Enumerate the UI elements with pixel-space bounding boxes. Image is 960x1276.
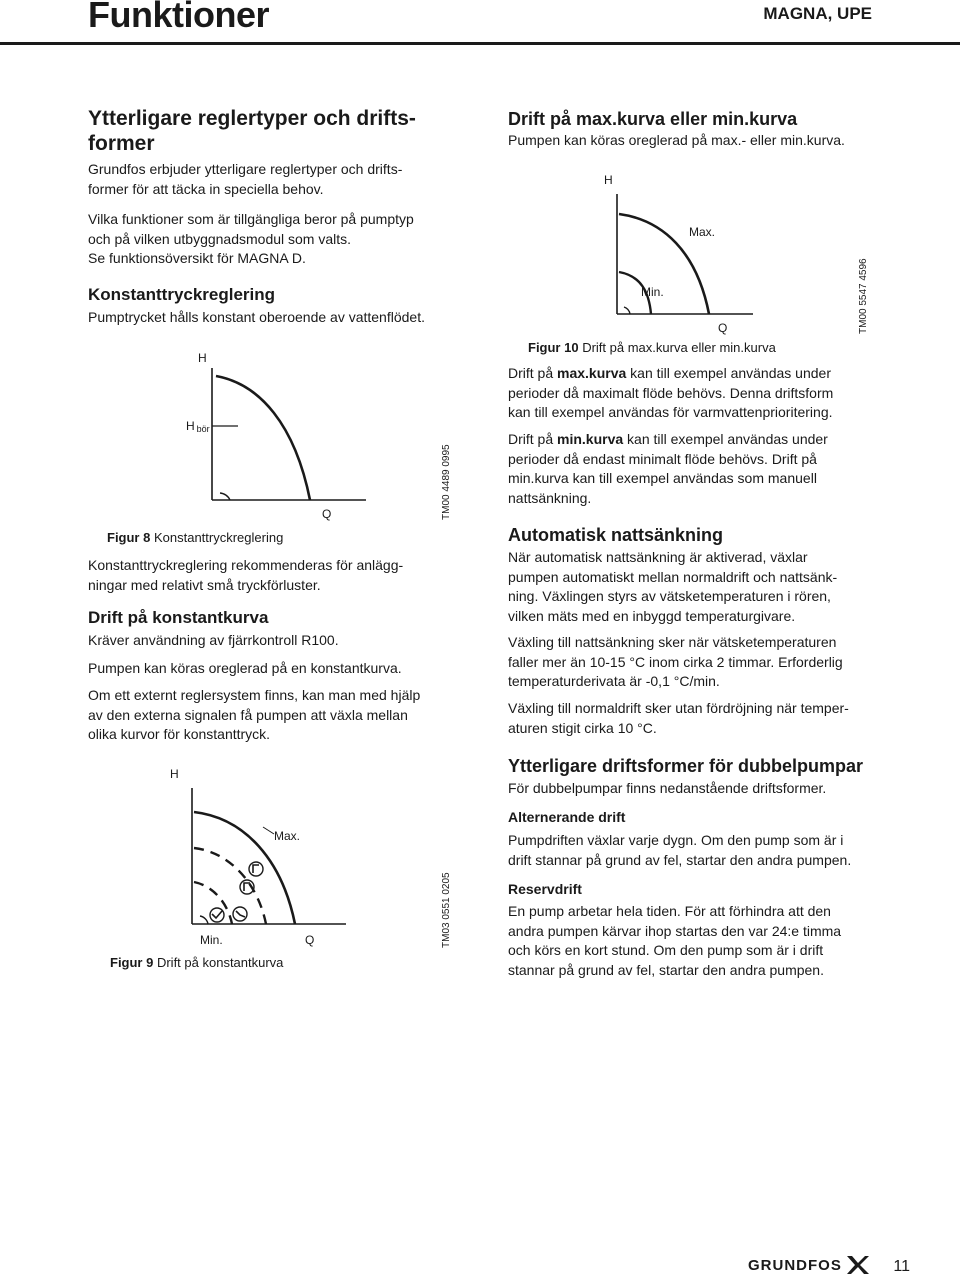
figure-10-diagram bbox=[585, 168, 765, 338]
origin-arc bbox=[624, 307, 630, 314]
maxmin-subtext: Pumpen kan köras oreglerad på max.- eller min.kurva. bbox=[508, 132, 845, 148]
min-rest: kan till exempel användas under perioder då endast minimalt flöde behövs. Drift på min.kurva kan till exempel användas som manuell nattsänkning. bbox=[508, 431, 828, 506]
konstantkurva-p3: Om ett externt reglersystem finns, kan man med hjälp av den externa signalen få pumpen att växla mellan olika kurvor för konstanttryck. bbox=[88, 687, 421, 742]
fig10-max-label: Max. bbox=[689, 225, 716, 239]
fig9-max-label: Max. bbox=[274, 829, 301, 843]
konstanttryck-heading: Konstanttryckreglering bbox=[88, 285, 276, 304]
figure-8-caption bbox=[107, 530, 283, 546]
dubbelpump-subtext: För dubbelpumpar finns nedanstående driftsformer. bbox=[508, 780, 827, 796]
operating-point-symbol-1 bbox=[210, 908, 224, 922]
header-rule bbox=[0, 42, 960, 45]
curve-origin-arc bbox=[220, 493, 230, 500]
fig9-x-label: Q bbox=[305, 933, 315, 947]
fig9-caption-text: Drift på konstantkurva bbox=[156, 955, 284, 970]
origin-arc bbox=[200, 916, 208, 924]
intro-paragraph-1: Grundfos erbjuder ytterligare reglertyper och drifts- former för att täcka in speciella behov. bbox=[88, 161, 403, 197]
operating-point-symbol-2 bbox=[233, 907, 247, 921]
page-title: Funktioner bbox=[88, 0, 269, 35]
fig10-x-label: Q bbox=[718, 321, 728, 335]
min-paragraph bbox=[508, 430, 828, 508]
fig10-caption-number: Figur 10 bbox=[528, 340, 579, 355]
figure-8-diagram bbox=[170, 340, 370, 525]
max-rest: kan till exempel användas under perioder då maximalt flöde behövs. Denna driftsform kan till exempel användas för varmvattenprioritering. bbox=[508, 365, 834, 420]
figure-10-caption bbox=[528, 340, 776, 356]
fig8-y-label: H bbox=[198, 351, 207, 365]
figure-9-diagram bbox=[150, 760, 350, 955]
konstantkurva-p2: Pumpen kan köras oreglerad på en konstantkurva. bbox=[88, 660, 402, 676]
dubbelpump-heading: Ytterligare driftsformer för dubbelpumpar bbox=[508, 756, 864, 776]
fig10-caption-text: Drift på max.kurva eller min.kurva bbox=[582, 340, 776, 355]
grundfos-x-icon bbox=[845, 1254, 871, 1276]
fig10-y-label: H bbox=[604, 173, 613, 187]
fig9-y-label: H bbox=[170, 767, 179, 781]
max-leader-line bbox=[263, 827, 274, 834]
nattsankning-p2: Växling till nattsänkning sker när vätsketemperaturen faller mer än 10-15 °C inom cirka 2 timmar. Erforderlig temperaturderivata är -0,1 °C/min. bbox=[508, 634, 843, 689]
product-name: MAGNA, UPE bbox=[763, 4, 872, 23]
konstantkurva-heading: Drift på konstantkurva bbox=[88, 608, 269, 627]
fig8-caption-number: Figur 8 bbox=[107, 530, 151, 545]
operating-point-symbol-4 bbox=[249, 862, 263, 876]
maxmin-heading: Drift på max.kurva eller min.kurva bbox=[508, 109, 798, 129]
page-number: 11 bbox=[893, 1258, 910, 1275]
nattsankning-p3: Växling till normaldrift sker utan fördröjning när temper- aturen stigit cirka 10 °C. bbox=[508, 700, 849, 736]
fig8-caption-text: Konstanttryckreglering bbox=[153, 530, 284, 545]
min-lead: Drift på bbox=[508, 431, 558, 447]
fig8-h-label: H bör bbox=[186, 419, 210, 434]
max-bold: max.kurva bbox=[557, 365, 627, 381]
reservdrift-heading: Reservdrift bbox=[508, 881, 582, 897]
fig8-x-label: Q bbox=[322, 507, 332, 521]
max-lead: Drift på bbox=[508, 365, 558, 381]
fig9-tm-code: TM03 0551 0205 bbox=[441, 872, 452, 948]
konstanttryck-note: Konstanttryckreglering rekommenderas för anlägg- ningar med relativt små tryckförluster. bbox=[88, 557, 404, 593]
max-paragraph bbox=[508, 364, 833, 423]
fig10-tm-code: TM00 5547 4596 bbox=[858, 258, 869, 334]
alternerande-text: Pumpdriften växlar varje dygn. Om den pump som är i drift stannar på grund av fel, startar den andra pumpen. bbox=[508, 832, 852, 868]
mid-curve-dashed bbox=[194, 848, 266, 924]
nattsankning-heading: Automatisk nattsänkning bbox=[508, 525, 724, 545]
logo-wordmark: GRUNDFOS bbox=[748, 1256, 842, 1274]
section-title: Ytterligare reglertyper och drifts- former bbox=[88, 107, 416, 155]
min-curve-dashed bbox=[194, 882, 232, 924]
intro-paragraph-2: Vilka funktioner som är tillgängliga beror på pumptyp och på vilken utbyggnadsmodul som valts. Se funktionsöversikt för MAGNA D. bbox=[88, 211, 414, 266]
grundfos-logo bbox=[748, 1254, 871, 1276]
konstantkurva-p1: Kräver användning av fjärrkontroll R100. bbox=[88, 632, 339, 648]
nattsankning-p1: När automatisk nattsänkning är aktiverad, växlar pumpen automatiskt mellan normaldrift och nattsänk- ning. Växlingen styrs av vätsketemperaturen i rören, vilken mäts med en inbyggd temperaturgivare. bbox=[508, 549, 838, 624]
figure-9-caption bbox=[110, 955, 283, 971]
fig9-min-label: Min. bbox=[200, 933, 223, 947]
fig8-tm-code: TM00 4489 0995 bbox=[441, 444, 452, 520]
fig9-caption-number: Figur 9 bbox=[110, 955, 154, 970]
reservdrift-text: En pump arbetar hela tiden. För att förhindra att den andra pumpen kärvar ihop startas den var 24:e timma och körs en kort stund. Om den pump som är i drift stannar på grund av fel, startar den andra pumpen. bbox=[508, 903, 842, 978]
konstanttryck-text: Pumptrycket hålls konstant oberoende av vattenflödet. bbox=[88, 309, 425, 325]
min-bold: min.kurva bbox=[557, 431, 624, 447]
alternerande-heading: Alternerande drift bbox=[508, 809, 626, 825]
fig10-min-label: Min. bbox=[641, 285, 664, 299]
pump-curve bbox=[216, 376, 310, 500]
